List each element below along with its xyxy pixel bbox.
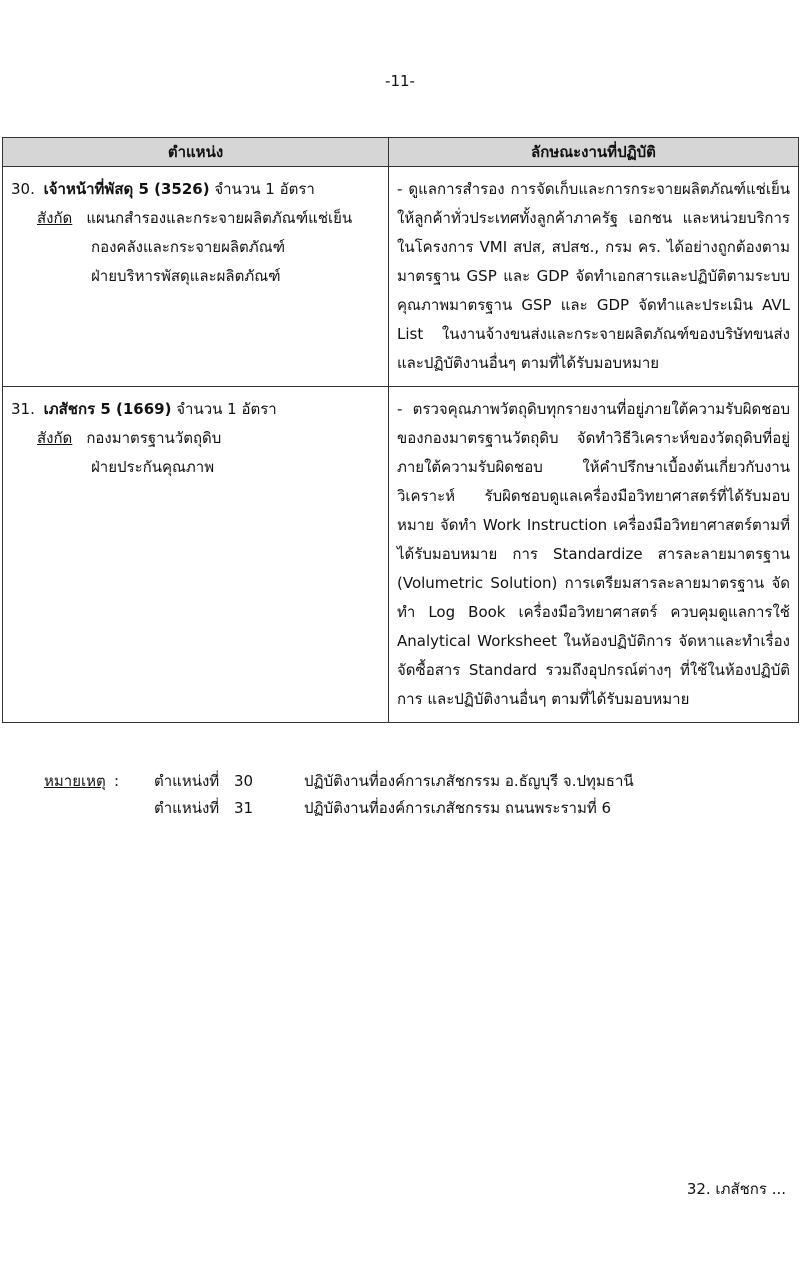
- table-row: [3, 167, 799, 387]
- note-place: ปฏิบัติงานที่องค์การเภสัชกรรม อ.ธัญบุรี จ.ปทุมธานี: [304, 772, 634, 790]
- under-label: สังกัด: [37, 209, 73, 227]
- table-row: [3, 387, 799, 723]
- position-title: [11, 395, 382, 424]
- position-count: จำนวน 1 อัตรา: [214, 180, 315, 198]
- note-position-number: 31: [234, 799, 254, 817]
- department-name: ฝ่ายบริหารพัสดุและผลิตภัณฑ์: [91, 267, 281, 285]
- note-position-number: 30: [234, 772, 254, 790]
- note-place: ปฏิบัติงานที่องค์การเภสัชกรรม ถนนพระรามที่ 6: [304, 799, 612, 817]
- department-line: [11, 204, 382, 233]
- positions-table: [2, 137, 799, 723]
- department-name: กองคลังและกระจายผลิตภัณฑ์: [91, 238, 286, 256]
- note-row: [44, 795, 634, 822]
- position-cell: [3, 387, 389, 723]
- position-number: 30.: [11, 180, 35, 198]
- note-row: [44, 768, 634, 795]
- header-duties: ลักษณะงานที่ปฏิบัติ: [389, 138, 799, 167]
- note-position-label: ตำแหน่งที่: [154, 772, 220, 790]
- under-label: สังกัด: [37, 429, 73, 447]
- department-name: กองมาตรฐานวัตถุดิบ: [86, 429, 222, 447]
- position-cell: [3, 167, 389, 387]
- duties-text: - ตรวจคุณภาพวัตถุดิบทุกรายงานที่อยู่ภายใต้ความรับผิดชอบของกองมาตรฐานวัตถุดิบ จัดทำวิธีวิเคราะห์ของวัตถุดิบที่อยู่ภายใต้ความรับผิดชอบ ให้คำปรึกษาเบื้องต้นเกี่ยวกับงานวิเคราะห์ รับผิดชอบดูแลเครื่องมือวิทยาศาสตร์ที่ได้รับมอบหมาย จัดทำ Work Instruction เครื่องมือวิทยาศาสตร์ตามที่ได้รับมอบหมาย การ Standardize สารละลายมาตรฐาน (Volumetric Solution) การเตรียมสารละลายมาตรฐาน จัดทำ Log Book เครื่องมือวิทยาศาสตร์ ควบคุมดูแลการใช้ Analytical Worksheet ในห้องปฏิบัติการ จัดหาและทำเรื่องจัดซื้อสาร Standard รวมถึงอุปกรณ์ต่างๆ ที่ใช้ในห้องปฏิบัติการ และปฏิบัติงานอื่นๆ ตามที่ได้รับมอบหมาย: [397, 400, 790, 708]
- position-number: 31.: [11, 400, 35, 418]
- next-page-continuation: 32. เภสัชกร ...: [686, 1180, 786, 1198]
- duties-text: - ดูแลการสำรอง การจัดเก็บและการกระจายผลิตภัณฑ์แช่เย็นให้ลูกค้าทั่วประเทศทั้งลูกค้าภาครัฐ เอกชน และหน่วยบริการในโครงการ VMI สปส, สปสช., กรม คร. ได้อย่างถูกต้องตามมาตรฐาน GSP และ GDP จัดทำเอกสารและปฏิบัติตามระบบคุณภาพมาตรฐาน GSP และ GDP จัดทำและประเมิน AVL List ในงานจ้างขนส่งและกระจายผลิตภัณฑ์ของบริษัทขนส่ง และปฏิบัติงานอื่นๆ ตามที่ได้รับมอบหมาย: [397, 180, 790, 372]
- header-position: ตำแหน่ง: [3, 138, 389, 167]
- position-name: เจ้าหน้าที่พัสดุ 5 (3526): [43, 180, 210, 198]
- department-name: ฝ่ายประกันคุณภาพ: [91, 458, 215, 476]
- table-header-row: [3, 138, 799, 167]
- department-line: [11, 424, 382, 453]
- note-position-label: ตำแหน่งที่: [154, 799, 220, 817]
- position-name: เภสัชกร 5 (1669): [43, 400, 172, 418]
- notes-colon: :: [114, 772, 120, 790]
- department-name: แผนกสำรองและกระจายผลิตภัณฑ์แช่เย็น: [86, 209, 353, 227]
- position-count: จำนวน 1 อัตรา: [176, 400, 277, 418]
- duties-cell: [389, 387, 799, 723]
- duties-cell: [389, 167, 799, 387]
- position-title: [11, 175, 382, 204]
- notes-label: หมายเหตุ: [44, 772, 106, 790]
- page-number: -11-: [385, 72, 415, 90]
- notes-section: [44, 768, 634, 822]
